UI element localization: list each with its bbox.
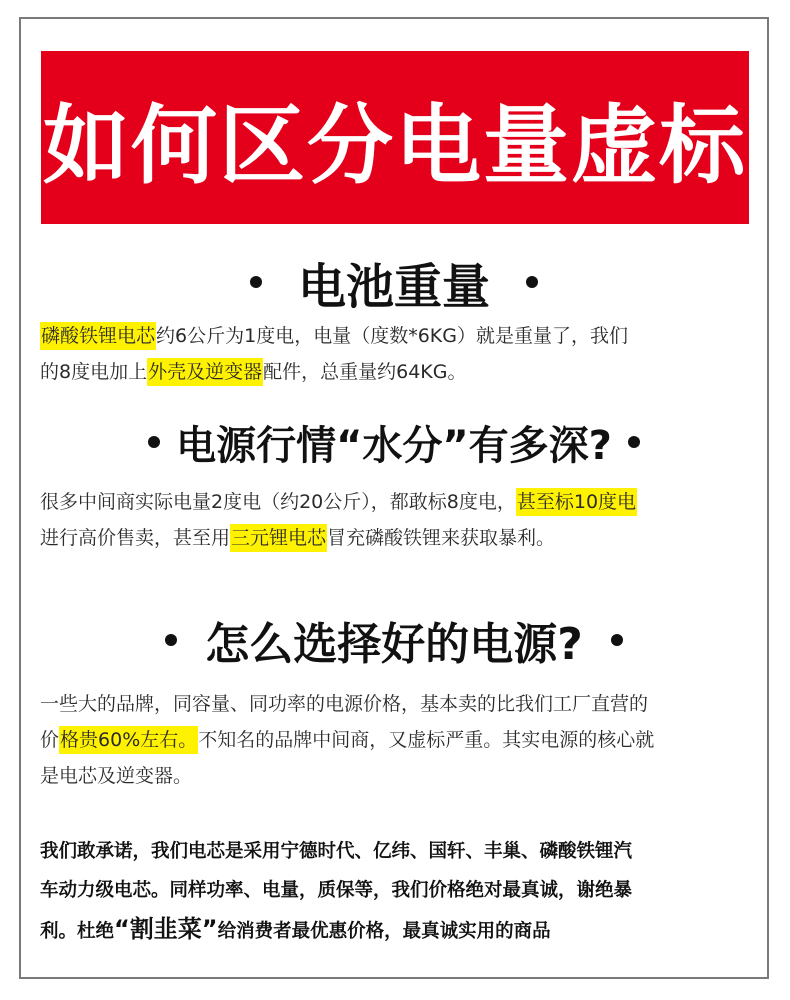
- highlight-text: 外壳及逆变器: [147, 358, 263, 386]
- line-text: 利。杜绝: [40, 921, 115, 942]
- line-text: 价: [40, 729, 60, 751]
- heading-text: 怎么选择好的电源?: [205, 619, 583, 670]
- paragraph-line: 车动力级电芯。同样功率、电量，质保等，我们价格绝对最真诚，谢绝暴: [40, 880, 633, 901]
- battery-weight-paragraph: [40, 318, 752, 390]
- section-heading-battery-weight: [19, 252, 769, 315]
- paragraph-line: [40, 318, 752, 354]
- heading-text: 电池重量: [297, 258, 490, 315]
- bullet-icon: [250, 276, 262, 288]
- highlight-text: 磷酸铁锂电芯: [40, 322, 156, 350]
- heading-text: 电源行情“水分”有多深?: [176, 422, 612, 469]
- banner-title: 如何区分电量虚标: [43, 95, 747, 196]
- title-banner: [41, 51, 749, 224]
- choose-paragraph: [40, 686, 752, 794]
- paragraph-line: [40, 722, 752, 758]
- highlight-text: 格贵60%左右。: [59, 726, 198, 754]
- bullet-icon: [165, 634, 177, 646]
- line-text: 配件，总重量约64KG。: [263, 361, 467, 383]
- paragraph-line: [40, 910, 752, 951]
- line-text: 给消费者最优惠价格，最真诚实用的商品: [217, 921, 551, 942]
- paragraph-line: [40, 354, 752, 390]
- line-text: 很多中间商实际电量2度电（约20公斤），都敢标8度电，: [40, 491, 516, 513]
- paragraph-line: 是电芯及逆变器。: [40, 765, 193, 787]
- line-text: 不知名的品牌中间商，又虚标严重。其实电源的核心就: [198, 729, 655, 751]
- paragraph-line: [40, 520, 752, 556]
- market-paragraph: [40, 484, 752, 556]
- highlight-text: 甚至标10度电: [516, 488, 637, 516]
- line-text: 的8度电加上: [40, 361, 148, 383]
- paragraph-line: [40, 484, 752, 520]
- section-heading-market-water: [19, 414, 769, 470]
- quoted-phrase: “割韭菜”: [114, 915, 218, 943]
- highlight-text: 三元锂电芯: [230, 524, 327, 552]
- bullet-icon: [148, 436, 160, 448]
- paragraph-line: 我们敢承诺，我们电芯是采用宁德时代、亿纬、国轩、丰巢、磷酸铁锂汽: [40, 841, 633, 862]
- line-text: 约6公斤为1度电，电量（度数*6KG）就是重量了，我们: [156, 325, 628, 347]
- line-text: 进行高价售卖，甚至用: [40, 527, 231, 549]
- bullet-icon: [526, 276, 538, 288]
- bullet-icon: [611, 634, 623, 646]
- line-text: 冒充磷酸铁锂来获取暴利。: [327, 527, 556, 549]
- bullet-icon: [628, 436, 640, 448]
- section-heading-how-to-choose: [19, 610, 769, 670]
- paragraph-line: 一些大的品牌，同容量、同功率的电源价格，基本卖的比我们工厂直营的: [40, 693, 649, 715]
- promise-paragraph: [40, 832, 752, 951]
